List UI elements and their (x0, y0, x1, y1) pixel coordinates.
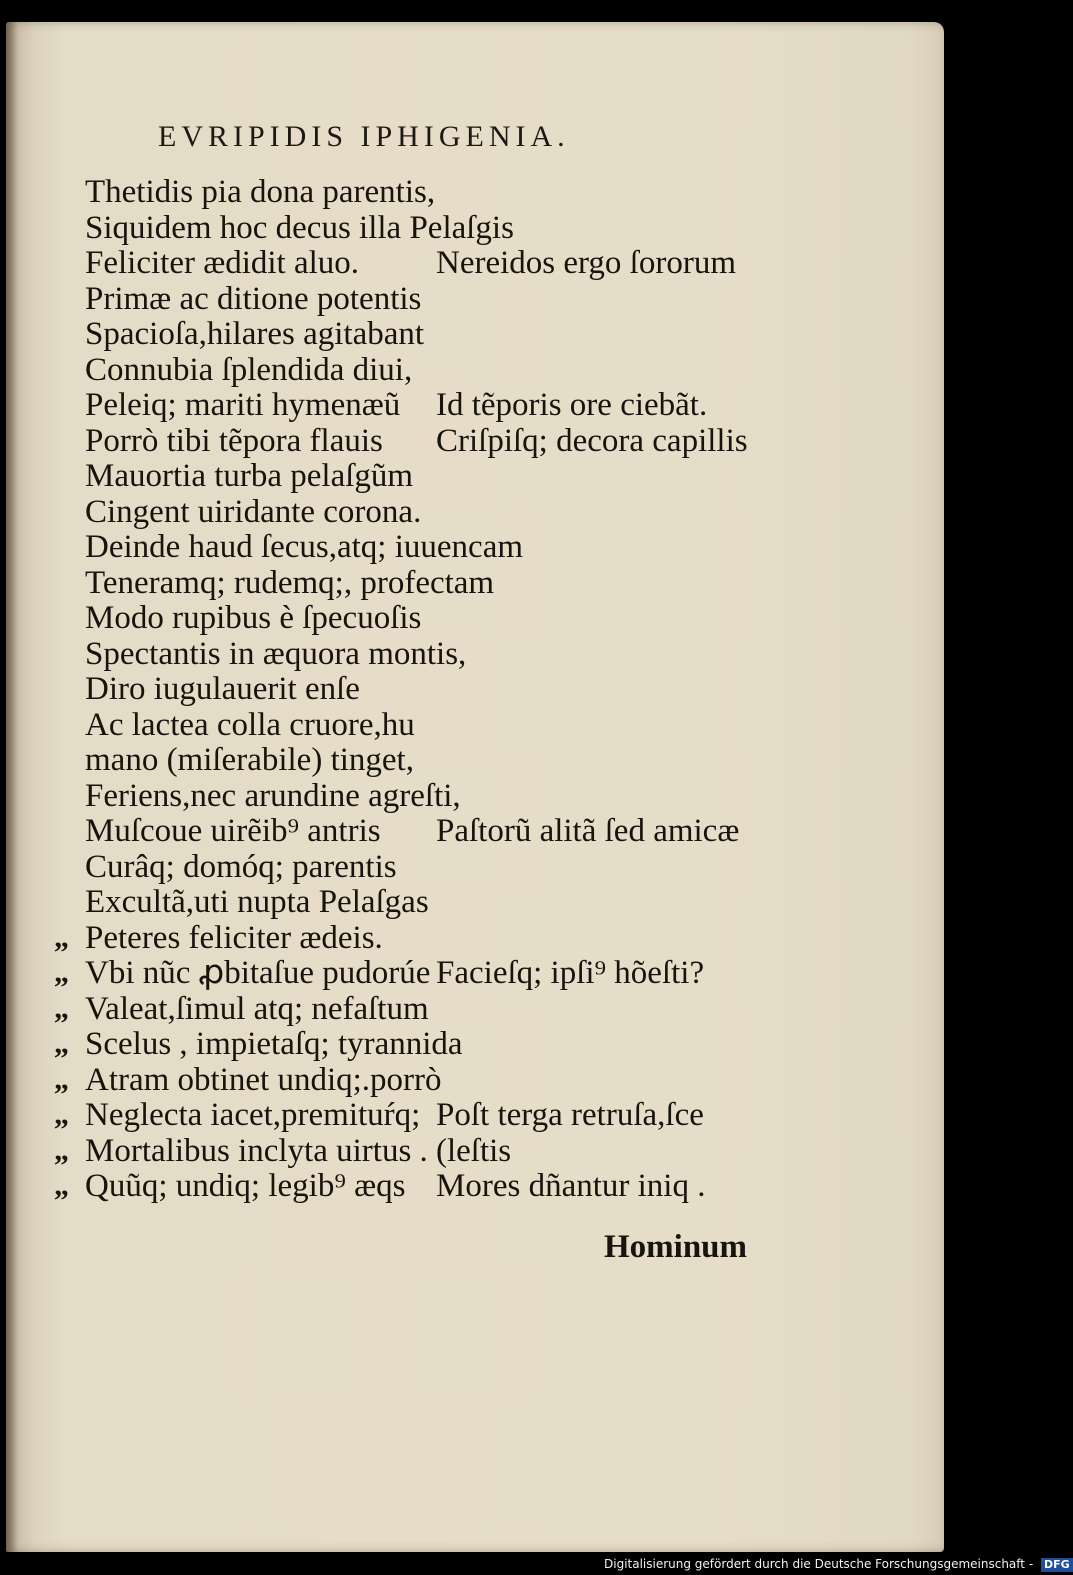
verse-line-left: Primæ ac ditione potentis (85, 280, 422, 317)
sententia-marker: „ (54, 1169, 69, 1202)
verse-line-right: Poſt terga retruſa,ſce (436, 1097, 704, 1133)
verse-line (6, 352, 906, 388)
verse-line-right: Nereidos ergo ſororum (436, 245, 736, 281)
verse-line (6, 671, 906, 707)
verse-line-left: Connubia ſplendida diui, (85, 351, 413, 388)
dfg-logo: DFG (1041, 1558, 1073, 1572)
verse-line (6, 387, 906, 423)
verse-line-left: Feriens,nec arundine agreſti, (85, 777, 461, 814)
verse-line-left: Valeat,ſimul atq; nefaſtum (85, 990, 429, 1027)
verse-line-left: Ac lactea colla cruore,hu (85, 706, 415, 743)
credit-text: Digitalisierung gefördert durch die Deutsche Forschungsgemeinschaft - (604, 1557, 1034, 1571)
verse-line-right: Mores dñantur iniq . (436, 1168, 706, 1204)
catchword: Hominum (604, 1229, 748, 1265)
sententia-marker: „ (54, 956, 69, 989)
sententia-marker: „ (54, 920, 69, 954)
verse-line (6, 955, 906, 991)
verse-line-right: Criſpiſq; decora capillis (436, 422, 748, 459)
verse-line-right: Paſtorũ alitã ſed amicæ (436, 813, 740, 849)
running-head: EVRIPIDIS IPHIGENIA. (158, 120, 570, 153)
sententia-marker: „ (54, 1027, 69, 1060)
verse-line-left: Mortalibus inclyta uirtus . (85, 1132, 428, 1169)
verse-line-right: Id tẽporis ore ciebãt. (436, 387, 708, 423)
verse-line-right: Facieſq; ipſi⁹ hõeſti? (436, 955, 705, 991)
verse-line (6, 210, 906, 246)
verse-line-left: Neglecta iacet,premituŕq; (85, 1097, 421, 1133)
verse-line (6, 636, 906, 672)
verse-line (6, 1168, 906, 1204)
verse-line-left: Spectantis in æquora montis, (85, 635, 467, 672)
verse-line-left: Siquidem hoc decus illa Pelaſgis (85, 209, 514, 246)
verse-line (6, 813, 906, 849)
verse-line-left: Diro iugulauerit enſe (85, 671, 360, 707)
verse-line-left: Atram obtinet undiq;.porrò (85, 1061, 442, 1098)
sententia-marker: „ (54, 1133, 69, 1167)
verse-line-left: Excultã,uti nupta Pelaſgas (85, 884, 429, 920)
verse-line-left: Modo rupibus è ſpecuoſis (85, 600, 422, 636)
verse-line (6, 991, 906, 1027)
verse-line (6, 458, 906, 494)
verse-line (6, 245, 906, 281)
verse-line-left: Thetidis pia dona parentis, (85, 174, 436, 210)
verse-line-left: Scelus , impietaſq; tyrannida (85, 1026, 463, 1062)
verse-line-left: Cingent uiridante corona. (85, 493, 422, 530)
verse-line (6, 1062, 906, 1098)
sententia-marker: „ (54, 1062, 69, 1096)
sententia-marker: „ (54, 991, 69, 1025)
verse-line (6, 600, 906, 636)
verse-line (6, 1026, 906, 1062)
verse-line (6, 884, 906, 920)
verse-line-right: (leſtis (436, 1132, 512, 1169)
verse-line-left: Feliciter ædidit aluo. (85, 245, 360, 281)
book-page (6, 22, 944, 1552)
verse-line (6, 423, 906, 459)
verse-line (6, 707, 906, 743)
verse-line-left: Teneramq; rudemq;, profectam (85, 564, 495, 601)
verse-line-left: Curâq; domóq; parentis (85, 848, 397, 885)
sententia-marker: „ (54, 1098, 69, 1131)
verse-line (6, 1097, 906, 1133)
verse-line-left: mano (miſerabile) tinget, (85, 742, 414, 778)
verse-line-left: Peleiq; mariti hymenæũ (85, 387, 401, 423)
verse-line (6, 849, 906, 885)
verse-line (6, 742, 906, 778)
verse-line-left: Muſcoue uirẽib⁹ antris (85, 813, 381, 849)
verse-line (6, 920, 906, 956)
verse-line-left: Mauortia turba pelaſgũm (85, 458, 414, 494)
verse-line-left: Deinde haud ſecus,atq; iuuencam (85, 529, 524, 565)
verse-line-left: Quũq; undiq; legib⁹ æqs (85, 1168, 406, 1204)
verse-line (6, 494, 906, 530)
verse-line (6, 1133, 906, 1169)
verse-line-left: Porrò tibi tẽpora flauis (85, 422, 383, 459)
verse-line-left: Peteres feliciter ædeis. (85, 919, 383, 956)
verse-line (6, 529, 906, 565)
verse-line (6, 778, 906, 814)
verse-line-left: Vbi nũc ꝓbitaſue pudorúe (85, 955, 431, 991)
digitization-credit (604, 1555, 1073, 1573)
verse-line (6, 281, 906, 317)
verse-line-left: Spacioſa,hilares agitabant (85, 316, 425, 352)
verse-line (6, 565, 906, 601)
verse-line (6, 174, 906, 210)
verse-line (6, 316, 906, 352)
